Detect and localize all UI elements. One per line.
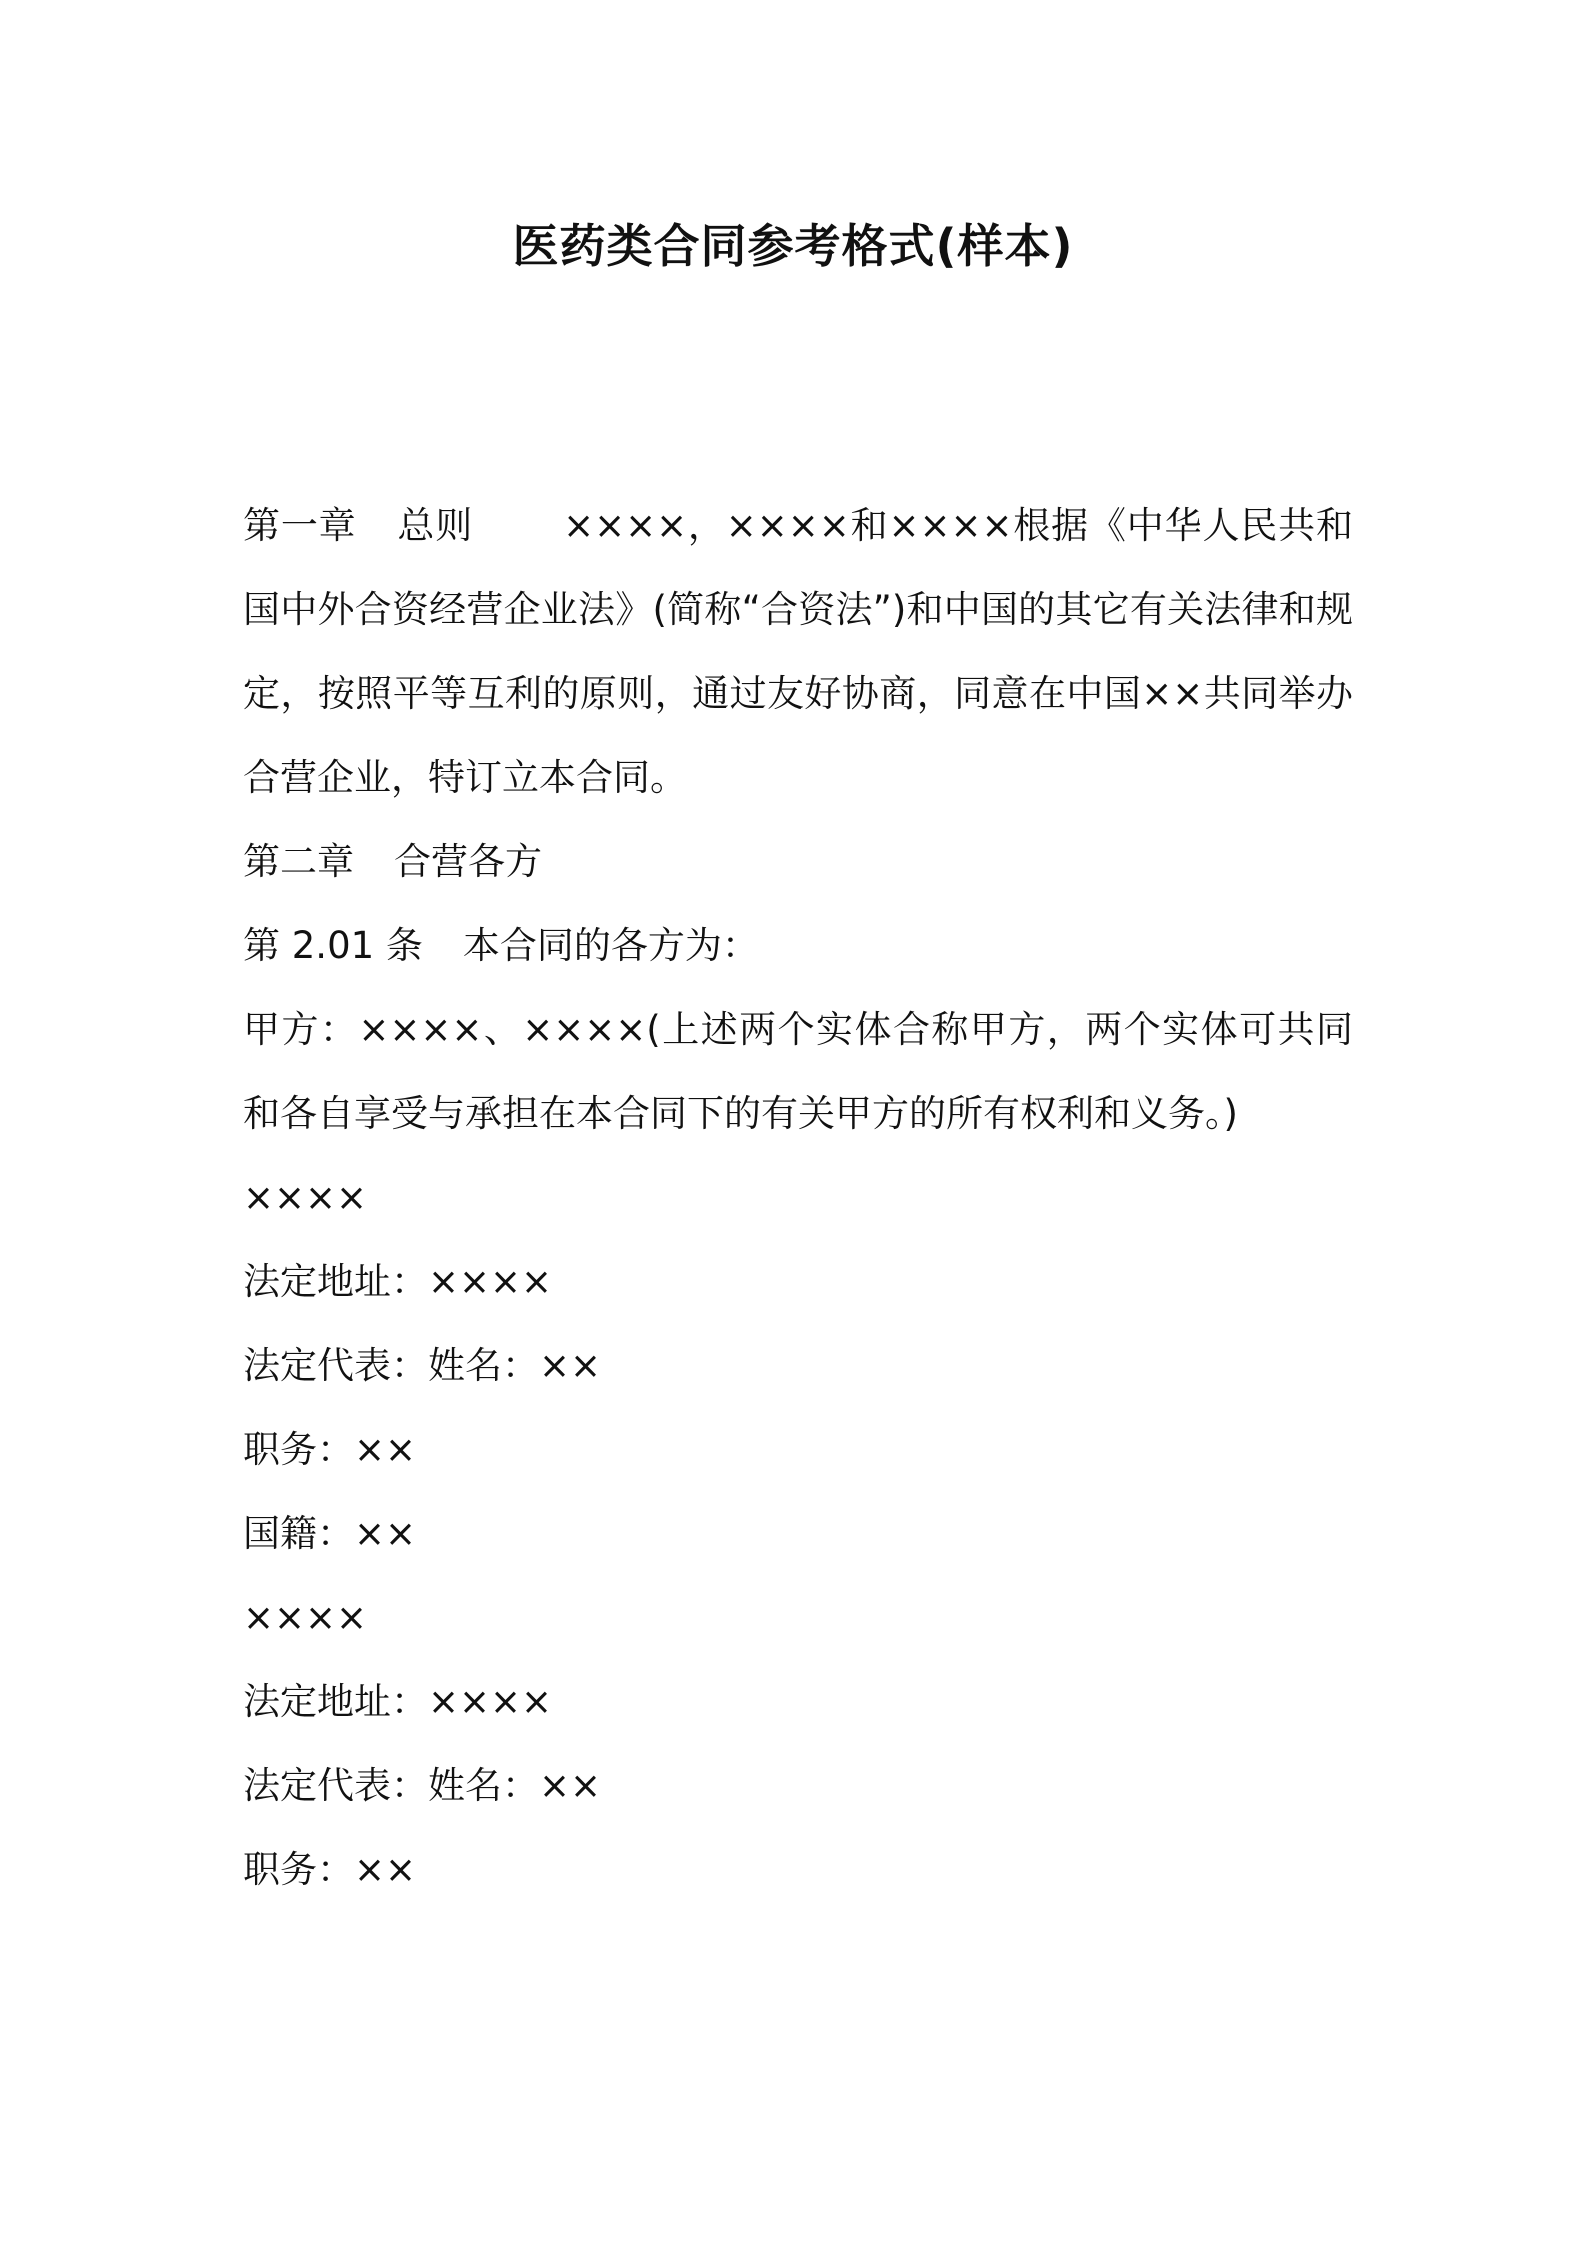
chapter-1-heading: 第一章 bbox=[243, 504, 357, 547]
entity-1-representative: 法定代表：姓名：×× bbox=[243, 1344, 602, 1387]
entity-1-nationality: 国籍：×× bbox=[243, 1512, 417, 1555]
entity-2-representative: 法定代表：姓名：×× bbox=[243, 1764, 602, 1807]
chapter-1-heading-sub: 总则 bbox=[396, 504, 474, 547]
chapter-1-paragraph bbox=[243, 484, 1353, 820]
chapter-2-heading-sub: 合营各方 bbox=[394, 840, 542, 883]
entity-2-position: 职务：×× bbox=[243, 1848, 417, 1891]
entity-1-name: ×××× bbox=[243, 1176, 368, 1219]
document-title: 医药类合同参考格式(样本) bbox=[512, 219, 1074, 273]
chapter-2-heading-line bbox=[243, 820, 1353, 904]
chapter-2-heading: 第二章 bbox=[243, 840, 354, 883]
entity-1-address: 法定地址：×××× bbox=[243, 1260, 553, 1303]
entity-1-position: 职务：×× bbox=[243, 1428, 417, 1471]
article-2-01-line bbox=[243, 904, 1353, 988]
entity-2-address: 法定地址：×××× bbox=[243, 1680, 553, 1723]
article-2-01-text: 本合同的各方为： bbox=[462, 924, 759, 967]
chapter-1-text: ××××，××××和××××根据《中华人民共和国中外合资经营企业法》(简称“合资法”)和中国的其它有关法律和规定，按照平等互利的原则，通过友好协商，同意在中国××共同举办合营企业，特订立本合同。 bbox=[243, 504, 1354, 799]
document-body bbox=[243, 484, 1353, 1912]
article-2-01-label: 第 2.01 条 bbox=[243, 924, 423, 967]
party-a-paragraph: 甲方：××××、××××(上述两个实体合称甲方，两个实体可共同和各自享受与承担在本合同下的有关甲方的所有权利和义务。) bbox=[243, 1008, 1353, 1135]
entity-2-name: ×××× bbox=[243, 1596, 368, 1639]
